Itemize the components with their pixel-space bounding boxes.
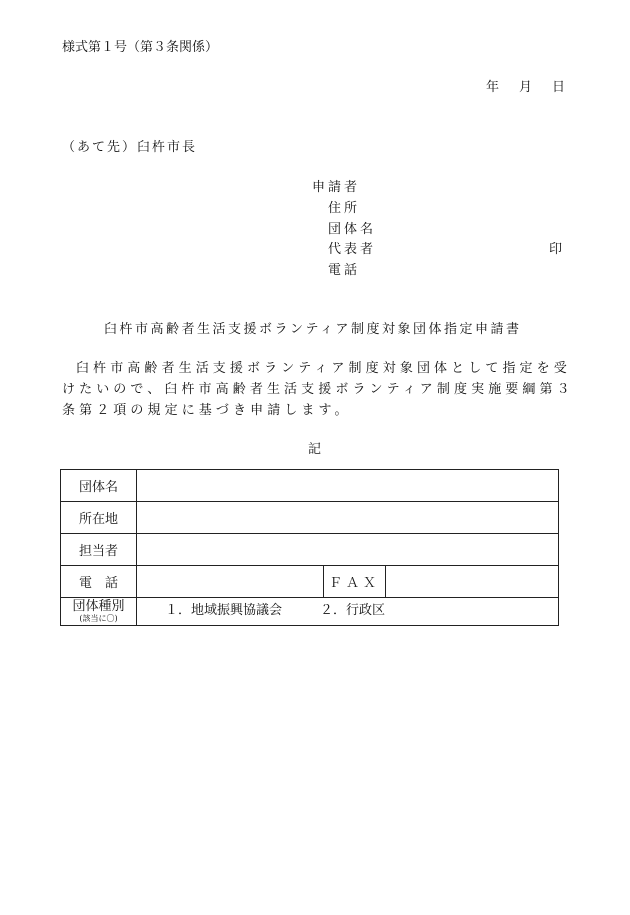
group-name-field[interactable]: [137, 470, 559, 502]
group-type-option-2[interactable]: ２．行政区: [320, 603, 386, 618]
group-type-note: (該当に〇): [79, 613, 118, 623]
group-type-options: [137, 598, 559, 626]
applicant-representative-label: 代表者: [328, 242, 377, 257]
seal-mark: 印: [549, 242, 563, 257]
date-day: 日: [552, 80, 566, 95]
date-year: 年: [486, 80, 500, 95]
document-title: 臼杵市高齢者生活支援ボランティア制度対象団体指定申請書: [104, 322, 522, 337]
applicant-phone-label: 電話: [328, 263, 361, 278]
fax-label: ＦＡＸ: [324, 566, 386, 598]
group-type-label-cell: [61, 598, 137, 626]
table-row-location: [61, 502, 559, 534]
table-row-person-in-charge: [61, 534, 559, 566]
application-table: [60, 469, 559, 626]
phone-label: 電 話: [61, 566, 137, 598]
table-row-group-type: [61, 598, 559, 626]
location-field[interactable]: [137, 502, 559, 534]
applicant-address-label: 住所: [328, 201, 361, 216]
group-type-label: 団体種別: [72, 598, 125, 614]
addressee: （あて先）臼杵市長: [62, 140, 198, 155]
group-name-label: 団体名: [61, 470, 137, 502]
form-number: 様式第１号（第３条関係）: [62, 40, 219, 55]
body-text: 臼杵市高齢者生活支援ボランティア制度対象団体として指定を受けたいので、臼杵市高齢者生活支援ボランティア制度実施要綱第３条第２項の規定に基づき申請します。: [62, 361, 574, 418]
fax-field[interactable]: [386, 566, 559, 598]
table-row-group-name: [61, 470, 559, 502]
group-type-option-1[interactable]: １．地域振興協議会: [165, 603, 283, 618]
applicant-group-label: 団体名: [328, 222, 377, 237]
date-line: [486, 76, 565, 95]
date-month: 月: [519, 80, 533, 95]
person-in-charge-label: 担当者: [61, 534, 137, 566]
ki-heading: 記: [308, 442, 322, 457]
applicant-heading: 申請者: [312, 180, 361, 195]
location-label: 所在地: [61, 502, 137, 534]
phone-field[interactable]: [137, 566, 324, 598]
table-row-phone: [61, 566, 559, 598]
person-in-charge-field[interactable]: [137, 534, 559, 566]
